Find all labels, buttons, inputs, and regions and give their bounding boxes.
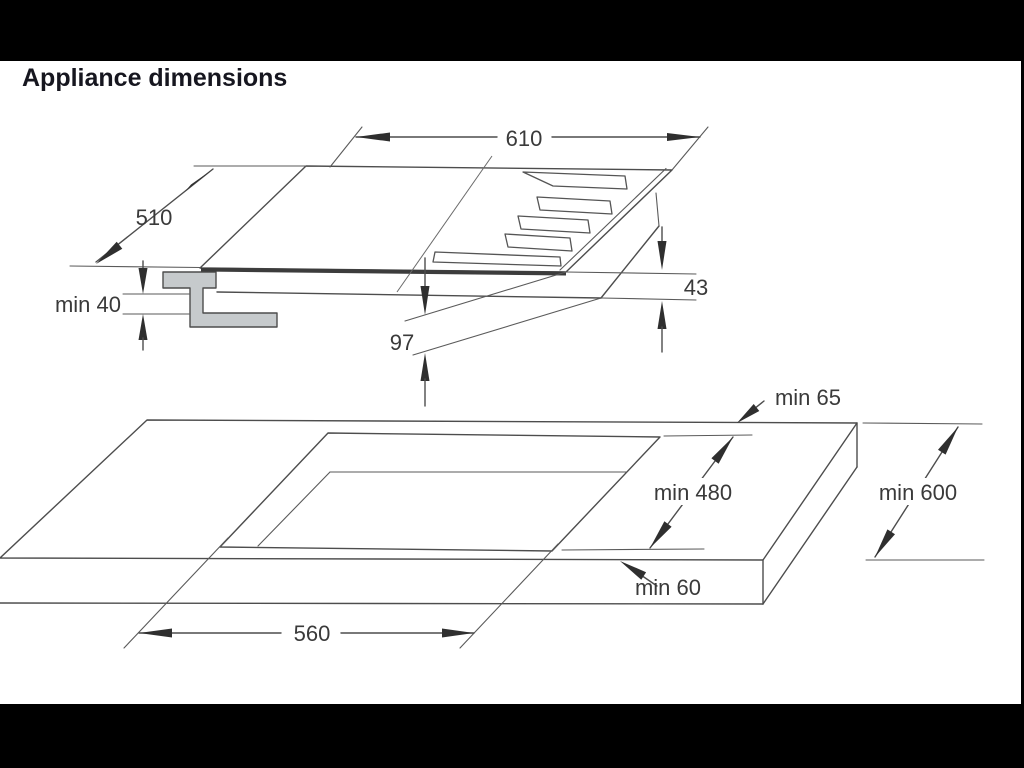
- arrowhead: [658, 241, 667, 270]
- arrowhead: [139, 629, 172, 638]
- letterbox-top: [0, 0, 1024, 61]
- arrowhead: [96, 242, 122, 264]
- arrowhead: [421, 353, 430, 381]
- worktop-drawing: [0, 385, 984, 648]
- letterbox-bottom: [0, 704, 1024, 768]
- dim-rear-distance: [737, 385, 841, 423]
- dim-hob-width: [330, 126, 708, 170]
- dim-total-height: [390, 258, 430, 406]
- arrowhead: [667, 133, 700, 141]
- mounting-bracket: [163, 272, 277, 327]
- dim-label-total-height: 97: [389, 330, 415, 355]
- hob-drawing: [55, 126, 708, 406]
- dim-label-edge-height: 43: [683, 275, 709, 300]
- dim-label-rear-distance: min 65: [774, 385, 842, 410]
- arrowhead: [356, 133, 390, 142]
- dim-label-hob-depth: 510: [135, 205, 173, 230]
- dim-label-cutout-width: 560: [293, 621, 331, 646]
- dim-edge-height: [658, 227, 709, 352]
- dim-label-hob-width: 610: [505, 126, 543, 151]
- dim-label-worktop-depth: min 600: [878, 480, 958, 505]
- dim-worktop-depth: [863, 423, 984, 560]
- dim-label-front-distance: min 60: [634, 575, 702, 600]
- dim-front-distance: [620, 561, 701, 600]
- arrowhead: [421, 286, 430, 315]
- page-title: Appliance dimensions: [22, 64, 288, 92]
- dim-label-cutout-depth: min 480: [653, 480, 733, 505]
- dim-label-clearance-below: min 40: [54, 292, 121, 317]
- arrowhead: [139, 268, 148, 294]
- arrowhead: [139, 314, 148, 340]
- arrowhead: [737, 404, 759, 423]
- arrowhead: [938, 427, 958, 455]
- arrowhead: [442, 629, 474, 638]
- arrowhead: [875, 529, 895, 557]
- arrowhead: [658, 301, 667, 329]
